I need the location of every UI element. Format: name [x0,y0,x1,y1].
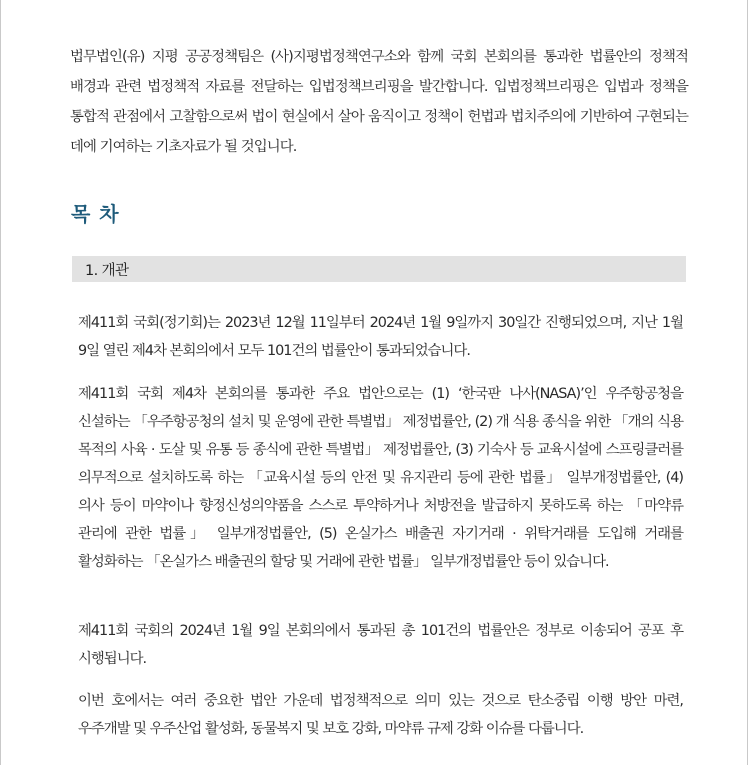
overview-paragraph-3: 제411회 국회의 2024년 1월 9일 본회의에서 통과된 총 101건의 법률안은 정부로 이송되어 공포 후 시행됩니다. [78,623,683,667]
overview-paragraph-4: 이번 호에서는 여러 중요한 법안 가운데 법정책적으로 의미 있는 것으로 탄소중립 이행 방안 마련, 우주개발 및 우주산업 활성화, 동물복지 및 보호 강화, 마약류 규제 강화 이슈를 다룹니다. [78,693,683,737]
toc-heading: 목 차 [71,202,120,226]
overview-paragraph-2: 제411회 국회 제4차 본회의를 통과한 주요 법안으로는 (1) ‘한국판 나사(NASA)’인 우주항공청을 신설하는 「우주항공청의 설치 및 운영에 관한 특별법」 제정법률안, (2) 개 식용 종식을 위한 「개의 식용 목적의 사육 · 도살 및 유통 등 종식에 관한 특별법」 제정법률안, (3) 기숙사 등 교육시설에 스프링클러를 의무적으로 설치하도록 하는 「교육시설 등의 안전 및 유지관리 등에 관한 법률」 일부개정법률안, (4) 의사 등이 마약이나 향정신성의약품을 스스로 투약하거나 처방전을 발급하지 못하도록 하는 「마약류 관리에 관한 법률」 일부개정법률안, (5) 온실가스 배출권 자기거래 · 위탁거래를 도입해 거래를 활성화하는 「온실가스 배출권의 할당 및 거래에 관한 법률」 일부개정법률안 등이 있습니다. [78,386,683,570]
section-title: 1. 개관 [85,263,129,279]
intro-paragraph: 법무법인(유) 지평 공공정책팀은 (사)지평법정책연구소와 함께 국회 본회의를 통과한 법률안의 정책적 배경과 관련 법정책적 자료를 전달하는 입법정책브리핑을 발간합니다. 입법정책브리핑은 입법과 정책을 통합적 관점에서 고찰함으로써 법이 현실에서 살아 움직이고 정책이 헌법과 법치주의에 기반하여 구현되는 데에 기여하는 기초자료가 될 것입니다. [70,49,688,155]
overview-paragraph-1: 제411회 국회(정기회)는 2023년 12월 11일부터 2024년 1월 9일까지 30일간 진행되었으며, 지난 1월 9일 열린 제4차 본회의에서 모두 101건의 법률안이 통과되었습니다. [78,315,683,359]
section-header-bar [72,256,686,282]
